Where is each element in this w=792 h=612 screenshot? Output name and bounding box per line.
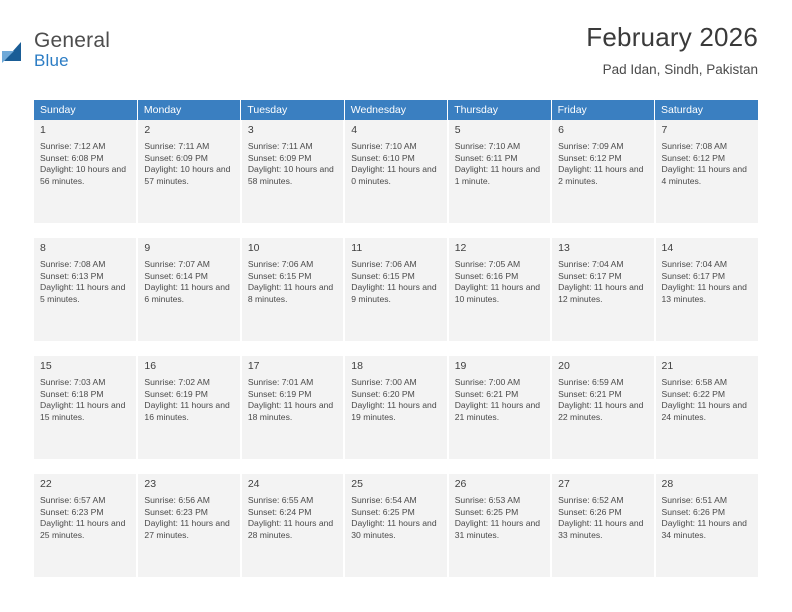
sunrise-text: Sunrise: 6:53 AM bbox=[454, 495, 521, 505]
daylight-text: Daylight: 11 hours and 1 minute. bbox=[454, 164, 541, 186]
day-cell[interactable] bbox=[655, 238, 758, 342]
day-number: 12 bbox=[454, 242, 467, 254]
day-number: 6 bbox=[558, 124, 564, 136]
day-cell[interactable] bbox=[655, 120, 758, 224]
daylight-text: Daylight: 10 hours and 56 minutes. bbox=[40, 164, 126, 186]
day-number: 21 bbox=[661, 360, 674, 372]
sunset-text: Sunset: 6:12 PM bbox=[558, 152, 622, 163]
week-spacer bbox=[34, 342, 758, 356]
daylight-text: Daylight: 11 hours and 18 minutes. bbox=[247, 400, 334, 422]
daylight-text: Daylight: 11 hours and 31 minutes. bbox=[454, 518, 541, 540]
daylight-text: Daylight: 10 hours and 58 minutes. bbox=[247, 164, 334, 186]
daylight-text: Daylight: 11 hours and 9 minutes. bbox=[351, 282, 437, 304]
calendar-week-row bbox=[34, 238, 758, 342]
day-cell[interactable] bbox=[551, 356, 654, 460]
sunset-text: Sunset: 6:21 PM bbox=[454, 388, 519, 399]
sunrise-text: Sunrise: 7:08 AM bbox=[40, 259, 106, 269]
daylight-text: Daylight: 11 hours and 12 minutes. bbox=[558, 282, 644, 304]
day-number: 9 bbox=[144, 242, 151, 254]
sunrise-text: Sunrise: 7:04 AM bbox=[661, 259, 727, 269]
weekday-header-tuesday: Tuesday bbox=[241, 100, 344, 120]
day-cell[interactable] bbox=[34, 356, 137, 460]
page-header bbox=[34, 22, 758, 90]
day-number: 13 bbox=[558, 242, 570, 254]
day-cell[interactable] bbox=[241, 474, 344, 578]
calendar-week-row bbox=[34, 474, 758, 578]
daylight-text: Daylight: 11 hours and 8 minutes. bbox=[247, 282, 334, 304]
sunrise-text: Sunrise: 7:06 AM bbox=[351, 259, 417, 269]
weekday-header-saturday: Saturday bbox=[655, 100, 758, 120]
daylight-text: Daylight: 11 hours and 25 minutes. bbox=[40, 518, 126, 540]
day-cell[interactable] bbox=[137, 356, 240, 460]
sunset-text: Sunset: 6:10 PM bbox=[351, 152, 415, 163]
triangle-logo-icon bbox=[0, 42, 34, 64]
sunset-text: Sunset: 6:16 PM bbox=[454, 270, 519, 281]
sunset-text: Sunset: 6:19 PM bbox=[247, 388, 312, 399]
sunset-text: Sunset: 6:14 PM bbox=[144, 270, 208, 281]
daylight-text: Daylight: 11 hours and 24 minutes. bbox=[661, 400, 747, 422]
sunrise-text: Sunrise: 7:06 AM bbox=[247, 259, 314, 269]
daylight-text: Daylight: 11 hours and 22 minutes. bbox=[558, 400, 644, 422]
day-number: 17 bbox=[247, 360, 260, 372]
weekday-header-sunday: Sunday bbox=[34, 100, 137, 120]
sunrise-text: Sunrise: 6:52 AM bbox=[558, 495, 624, 505]
day-cell[interactable] bbox=[448, 238, 551, 342]
day-cell[interactable] bbox=[551, 120, 654, 224]
sunset-text: Sunset: 6:15 PM bbox=[247, 270, 312, 281]
daylight-text: Daylight: 11 hours and 0 minutes. bbox=[351, 164, 437, 186]
sunrise-text: Sunrise: 7:04 AM bbox=[558, 259, 624, 269]
sunrise-text: Sunrise: 7:11 AM bbox=[144, 141, 210, 151]
day-number: 22 bbox=[40, 478, 52, 490]
day-number: 28 bbox=[661, 478, 674, 490]
day-cell[interactable] bbox=[448, 474, 551, 578]
day-number: 23 bbox=[144, 478, 157, 490]
sunrise-text: Sunrise: 6:58 AM bbox=[661, 377, 727, 387]
sunset-text: Sunset: 6:25 PM bbox=[454, 506, 519, 517]
title-block bbox=[586, 22, 758, 77]
sunset-text: Sunset: 6:26 PM bbox=[661, 506, 726, 517]
sunset-text: Sunset: 6:26 PM bbox=[558, 506, 622, 517]
day-cell[interactable] bbox=[34, 474, 137, 578]
weekday-header-row bbox=[34, 100, 758, 120]
sunrise-text: Sunrise: 7:10 AM bbox=[454, 141, 521, 151]
sun-times-calendar bbox=[34, 100, 758, 579]
day-number: 20 bbox=[558, 360, 570, 372]
sunrise-text: Sunrise: 6:59 AM bbox=[558, 377, 624, 387]
daylight-text: Daylight: 11 hours and 15 minutes. bbox=[40, 400, 126, 422]
sunset-text: Sunset: 6:18 PM bbox=[40, 388, 104, 399]
sunset-text: Sunset: 6:13 PM bbox=[40, 270, 104, 281]
sunset-text: Sunset: 6:15 PM bbox=[351, 270, 415, 281]
day-number: 27 bbox=[558, 478, 570, 490]
day-number: 11 bbox=[351, 242, 363, 254]
sunset-text: Sunset: 6:09 PM bbox=[144, 152, 208, 163]
day-number: 26 bbox=[454, 478, 467, 490]
day-cell[interactable] bbox=[137, 474, 240, 578]
week-spacer bbox=[34, 460, 758, 474]
sunset-text: Sunset: 6:08 PM bbox=[40, 152, 104, 163]
sunset-text: Sunset: 6:09 PM bbox=[247, 152, 312, 163]
day-cell[interactable] bbox=[241, 356, 344, 460]
day-cell[interactable] bbox=[241, 120, 344, 224]
daylight-text: Daylight: 11 hours and 10 minutes. bbox=[454, 282, 541, 304]
day-number: 24 bbox=[247, 478, 260, 490]
day-cell[interactable] bbox=[344, 356, 447, 460]
sunrise-text: Sunrise: 7:05 AM bbox=[454, 259, 521, 269]
sunrise-text: Sunrise: 6:56 AM bbox=[144, 495, 210, 505]
day-number: 15 bbox=[40, 360, 52, 372]
sunset-text: Sunset: 6:25 PM bbox=[351, 506, 415, 517]
sunrise-text: Sunrise: 7:07 AM bbox=[144, 259, 210, 269]
day-cell[interactable] bbox=[34, 120, 137, 224]
day-number: 3 bbox=[247, 124, 254, 136]
calendar-week-row bbox=[34, 356, 758, 460]
sunrise-text: Sunrise: 6:55 AM bbox=[247, 495, 314, 505]
brand-row-secondary bbox=[34, 52, 110, 69]
day-number: 10 bbox=[247, 242, 260, 254]
day-number: 8 bbox=[40, 242, 46, 254]
sunset-text: Sunset: 6:11 PM bbox=[454, 152, 518, 163]
daylight-text: Daylight: 11 hours and 30 minutes. bbox=[351, 518, 437, 540]
brand-logo bbox=[34, 22, 110, 69]
sunrise-text: Sunrise: 6:54 AM bbox=[351, 495, 417, 505]
day-number: 18 bbox=[351, 360, 363, 372]
sunrise-text: Sunrise: 7:12 AM bbox=[40, 141, 106, 151]
weekday-header-friday: Friday bbox=[551, 100, 654, 120]
page-title: February 2026 bbox=[586, 22, 758, 52]
day-cell[interactable] bbox=[448, 120, 551, 224]
sunrise-text: Sunrise: 7:02 AM bbox=[144, 377, 210, 387]
sunset-text: Sunset: 6:20 PM bbox=[351, 388, 415, 399]
daylight-text: Daylight: 11 hours and 21 minutes. bbox=[454, 400, 541, 422]
sunrise-text: Sunrise: 7:09 AM bbox=[558, 141, 624, 151]
sunset-text: Sunset: 6:17 PM bbox=[661, 270, 726, 281]
day-number: 2 bbox=[144, 124, 151, 136]
weekday-header-wednesday: Wednesday bbox=[344, 100, 447, 120]
sunrise-text: Sunrise: 7:08 AM bbox=[661, 141, 727, 151]
day-cell[interactable] bbox=[551, 238, 654, 342]
sunrise-text: Sunrise: 7:00 AM bbox=[454, 377, 521, 387]
sunset-text: Sunset: 6:23 PM bbox=[144, 506, 208, 517]
calendar-week-row bbox=[34, 120, 758, 224]
brand-name-general: General bbox=[34, 29, 111, 52]
daylight-text: Daylight: 11 hours and 16 minutes. bbox=[144, 400, 230, 422]
sunset-text: Sunset: 6:19 PM bbox=[144, 388, 208, 399]
day-number: 1 bbox=[40, 124, 46, 136]
sunset-text: Sunset: 6:24 PM bbox=[247, 506, 312, 517]
location-subtitle: Pad Idan, Sindh, Pakistan bbox=[602, 62, 758, 77]
sunrise-text: Sunrise: 7:11 AM bbox=[247, 141, 313, 151]
daylight-text: Daylight: 11 hours and 33 minutes. bbox=[558, 518, 644, 540]
day-cell[interactable] bbox=[655, 474, 758, 578]
sunrise-text: Sunrise: 6:57 AM bbox=[40, 495, 106, 505]
sunset-text: Sunset: 6:22 PM bbox=[661, 388, 726, 399]
daylight-text: Daylight: 11 hours and 19 minutes. bbox=[351, 400, 437, 422]
daylight-text: Daylight: 11 hours and 27 minutes. bbox=[144, 518, 230, 540]
day-number: 4 bbox=[351, 124, 358, 136]
day-cell[interactable] bbox=[344, 120, 447, 224]
day-cell[interactable] bbox=[551, 474, 654, 578]
sunrise-text: Sunrise: 7:00 AM bbox=[351, 377, 417, 387]
daylight-text: Daylight: 11 hours and 5 minutes. bbox=[40, 282, 126, 304]
daylight-text: Daylight: 11 hours and 28 minutes. bbox=[247, 518, 334, 540]
brand-name-blue: Blue bbox=[34, 51, 69, 70]
sunset-text: Sunset: 6:12 PM bbox=[661, 152, 726, 163]
sunset-text: Sunset: 6:17 PM bbox=[558, 270, 622, 281]
day-cell[interactable] bbox=[448, 356, 551, 460]
daylight-text: Daylight: 11 hours and 34 minutes. bbox=[661, 518, 747, 540]
weekday-header-thursday: Thursday bbox=[448, 100, 551, 120]
day-cell[interactable] bbox=[655, 356, 758, 460]
sunrise-text: Sunrise: 7:03 AM bbox=[40, 377, 106, 387]
daylight-text: Daylight: 11 hours and 13 minutes. bbox=[661, 282, 747, 304]
day-number: 19 bbox=[454, 360, 467, 372]
daylight-text: Daylight: 10 hours and 57 minutes. bbox=[144, 164, 231, 186]
day-cell[interactable] bbox=[137, 238, 240, 342]
day-number: 7 bbox=[661, 124, 668, 136]
day-number: 25 bbox=[351, 478, 363, 490]
sunrise-text: Sunrise: 7:01 AM bbox=[247, 377, 314, 387]
sunrise-text: Sunrise: 7:10 AM bbox=[351, 141, 417, 151]
day-cell[interactable] bbox=[241, 238, 344, 342]
day-cell[interactable] bbox=[344, 238, 447, 342]
day-cell[interactable] bbox=[34, 238, 137, 342]
day-number: 16 bbox=[144, 360, 157, 372]
week-spacer bbox=[34, 224, 758, 238]
daylight-text: Daylight: 11 hours and 4 minutes. bbox=[661, 164, 747, 186]
weekday-header-monday: Monday bbox=[137, 100, 240, 120]
daylight-text: Daylight: 11 hours and 2 minutes. bbox=[558, 164, 644, 186]
daylight-text: Daylight: 11 hours and 6 minutes. bbox=[144, 282, 230, 304]
sunset-text: Sunset: 6:23 PM bbox=[40, 506, 104, 517]
sunrise-text: Sunrise: 6:51 AM bbox=[661, 495, 727, 505]
day-cell[interactable] bbox=[344, 474, 447, 578]
day-number: 14 bbox=[661, 242, 674, 254]
day-cell[interactable] bbox=[137, 120, 240, 224]
sunset-text: Sunset: 6:21 PM bbox=[558, 388, 622, 399]
day-number: 5 bbox=[454, 124, 461, 136]
